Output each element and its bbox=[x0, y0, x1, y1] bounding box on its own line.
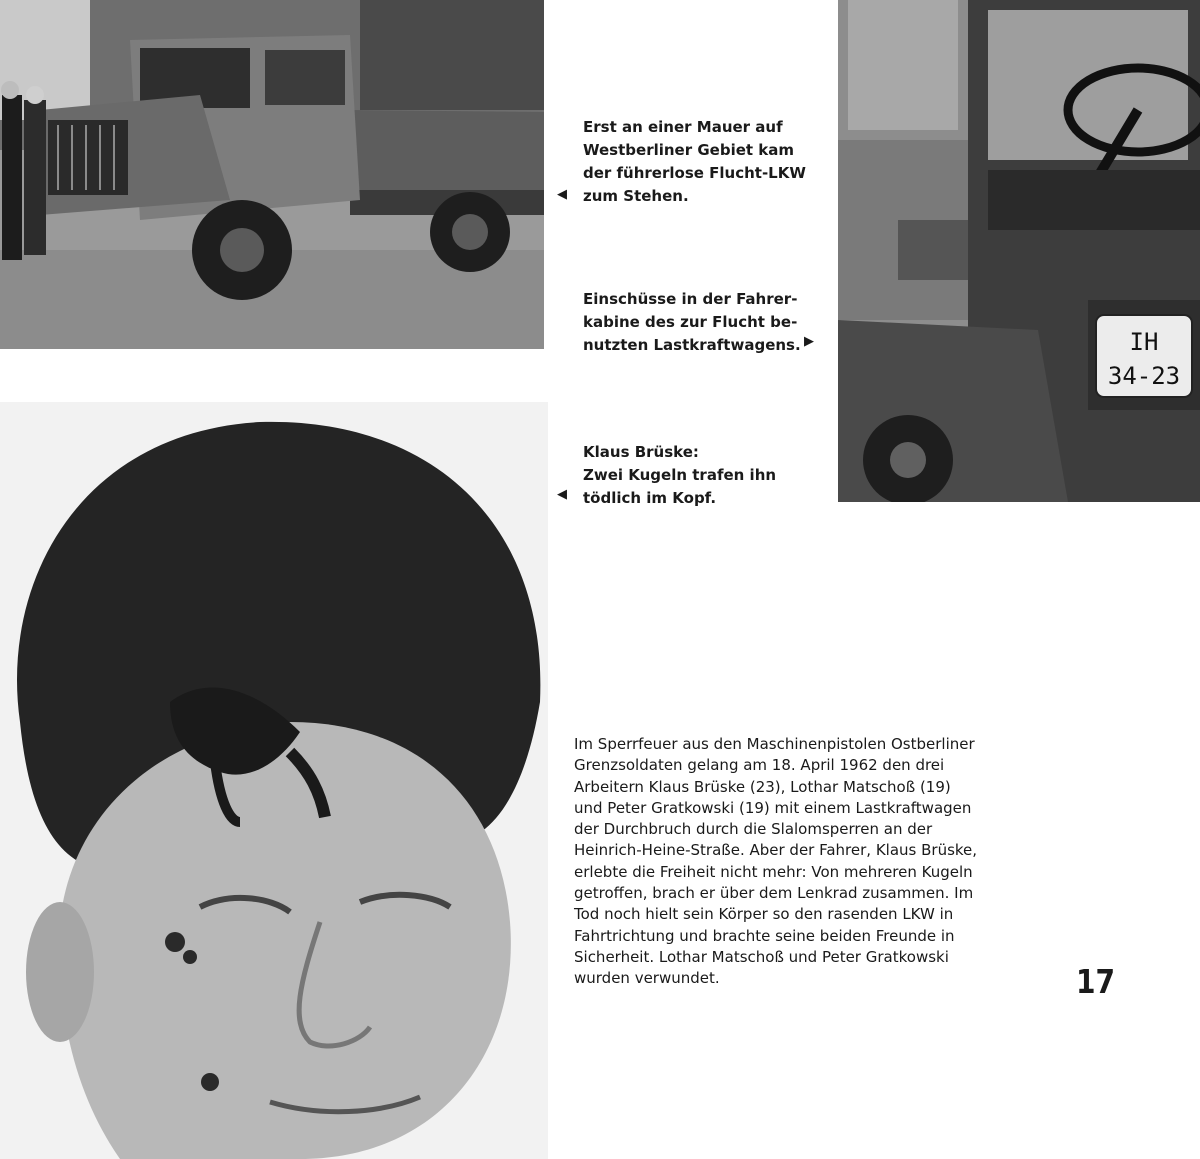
portrait-caption-line: Zwei Kugeln trafen ihn bbox=[583, 466, 777, 484]
truck-caption-line: Erst an einer Mauer auf bbox=[583, 118, 783, 136]
article-line: und Peter Gratkowski (19) mit einem Lastkraftwagen bbox=[574, 798, 972, 817]
article-line: Heinrich-Heine-Straße. Aber der Fahrer, Klaus Brüske, bbox=[574, 841, 978, 860]
right-arrow-icon: ▶ bbox=[804, 334, 814, 349]
portrait-photo bbox=[0, 402, 548, 1159]
truck-photo bbox=[0, 0, 544, 349]
page-number: 17 bbox=[1076, 962, 1116, 1001]
article-line: getroffen, brach er über dem Lenkrad zusammen. Im bbox=[574, 884, 974, 903]
truck-caption-line: Westberliner Gebiet kam bbox=[583, 141, 795, 159]
article-line: Sicherheit. Lothar Matschoß und Peter Gratkowski bbox=[574, 947, 949, 966]
truck-photo-illustration bbox=[0, 0, 544, 349]
cab-caption bbox=[583, 288, 801, 357]
truck-caption-line: der führerlose Flucht-LKW bbox=[583, 164, 806, 182]
article-line: wurden verwundet. bbox=[574, 969, 720, 988]
article-line: Tod noch hielt sein Körper so den rasenden LKW in bbox=[574, 905, 954, 924]
portrait-caption-line: tödlich im Kopf. bbox=[583, 489, 717, 507]
truck-caption-line: zum Stehen. bbox=[583, 187, 689, 205]
cab-caption-line: kabine des zur Flucht be- bbox=[583, 313, 798, 331]
cab-photo-illustration bbox=[838, 0, 1200, 502]
cab-caption-line: nutzten Lastkraftwagens. bbox=[583, 336, 801, 354]
portrait-caption-line: Klaus Brüske: bbox=[583, 443, 699, 461]
cab-photo bbox=[838, 0, 1200, 502]
portrait-photo-illustration bbox=[0, 402, 548, 1159]
license-plate-line-1: IH bbox=[1129, 328, 1159, 356]
cab-caption-line: Einschüsse in der Fahrer- bbox=[583, 290, 798, 308]
article-body bbox=[574, 734, 1022, 990]
article-line: Arbeitern Klaus Brüske (23), Lothar Matschoß (19) bbox=[574, 777, 951, 796]
article-line: Grenzsoldaten gelang am 18. April 1962 den drei bbox=[574, 756, 945, 775]
article-line: Im Sperrfeuer aus den Maschinenpistolen Ostberliner bbox=[574, 735, 975, 753]
left-arrow-icon: ◀ bbox=[557, 487, 567, 502]
license-plate-line-2: 34-23 bbox=[1107, 362, 1181, 390]
article-line: der Durchbruch durch die Slalomsperren an der bbox=[574, 820, 933, 839]
article-line: Fahrtrichtung und brachte seine beiden Freunde in bbox=[574, 926, 955, 945]
portrait-caption bbox=[583, 441, 783, 510]
article-line: erlebte die Freiheit nicht mehr: Von mehreren Kugeln bbox=[574, 862, 973, 881]
truck-caption bbox=[583, 116, 808, 208]
left-arrow-icon: ◀ bbox=[557, 187, 567, 202]
